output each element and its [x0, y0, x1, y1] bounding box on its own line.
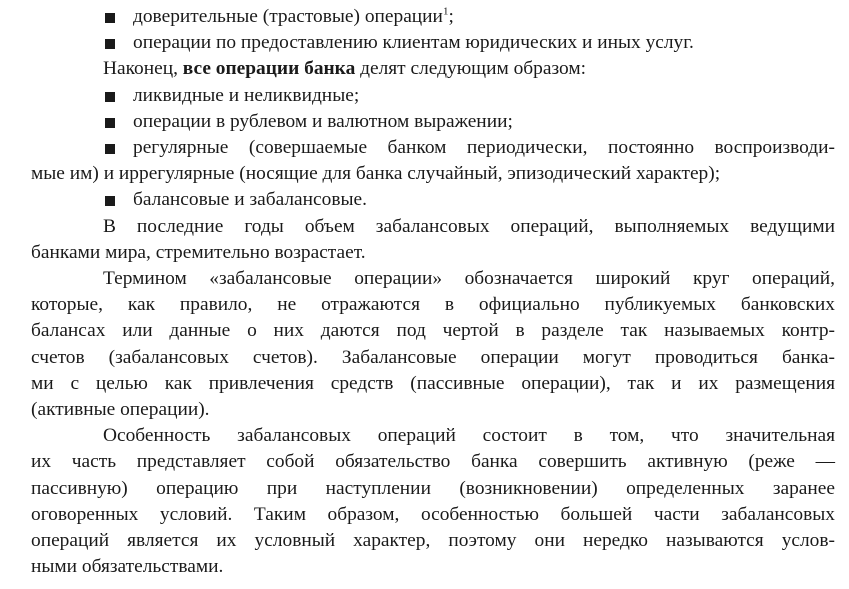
square-bullet-icon: [105, 39, 115, 49]
paragraph: [31, 423, 835, 580]
paragraph: [31, 214, 835, 266]
list-item-text: доверительные (трастовые) операции: [133, 6, 443, 27]
text-line: Термином «забалансовые операции» обозначается широкий круг операций,: [103, 268, 835, 290]
text-line: операций является их условный характер, поэтому они нередко называются услов-: [31, 530, 835, 552]
list-item: [31, 135, 835, 187]
list-item-line: мые им) и иррегулярные (носящие для банка случайный, эпизодический характер);: [31, 163, 721, 185]
list-item: [31, 83, 835, 109]
paragraph: [31, 266, 835, 423]
list-item-text: ликвидные и неликвидные;: [133, 84, 360, 106]
intro-bold-phrase: все операции банка: [182, 58, 356, 80]
square-bullet-icon: [105, 144, 115, 154]
footnote-mark[interactable]: 1: [442, 5, 449, 18]
list-item: [31, 4, 835, 30]
text-line: счетов (забалансовых счетов). Забалансовые операции могут проводиться банка-: [31, 346, 835, 368]
list-item-text: операции по предоставлению клиентам юридических и иных услуг.: [133, 32, 694, 54]
square-bullet-icon: [105, 196, 115, 206]
text-line: Особенность забалансовых операций состоит в том, что значительная: [103, 425, 835, 447]
list-item-text: операции в рублевом и валютном выражении;: [133, 110, 513, 132]
square-bullet-icon: [105, 13, 115, 23]
text-line: ными обязательствами.: [31, 556, 224, 578]
list-item: [31, 187, 835, 213]
square-bullet-icon: [105, 118, 115, 128]
text-line: В последние годы объем забалансовых операций, выполняемых ведущими: [103, 215, 835, 237]
text-line: ми с целью как привлечения средств (пассивные операции), так и их размещения: [31, 372, 835, 394]
text-line: пассивную) операцию при наступлении (возникновении) определенных заранее: [31, 477, 835, 499]
text-line: балансах или данные о них даются под чертой в разделе так называемых контр-: [31, 320, 835, 342]
list-item: [31, 109, 835, 135]
text-line: оговоренных условий. Таким образом, особенностью большей части забалансовых: [31, 503, 835, 525]
list-item-tail: ;: [448, 6, 454, 27]
list-item-line: регулярные (совершаемые банком периодически, постоянно воспроизводи-: [133, 137, 835, 159]
text-line: которые, как правило, не отражаются в официально публикуемых банковских: [31, 294, 835, 316]
square-bullet-icon: [105, 92, 115, 102]
list-item-text: балансовые и забалансовые.: [133, 189, 367, 211]
text-line: их часть представляет собой обязательство банка совершить активную (реже —: [31, 451, 835, 473]
text-line: (активные операции).: [31, 399, 210, 421]
list-item: [31, 30, 835, 56]
text-line: банками мира, стремительно возрастает.: [31, 241, 366, 263]
intro-sentence: Наконец, все операции банка делят следующим образом:: [103, 58, 587, 80]
